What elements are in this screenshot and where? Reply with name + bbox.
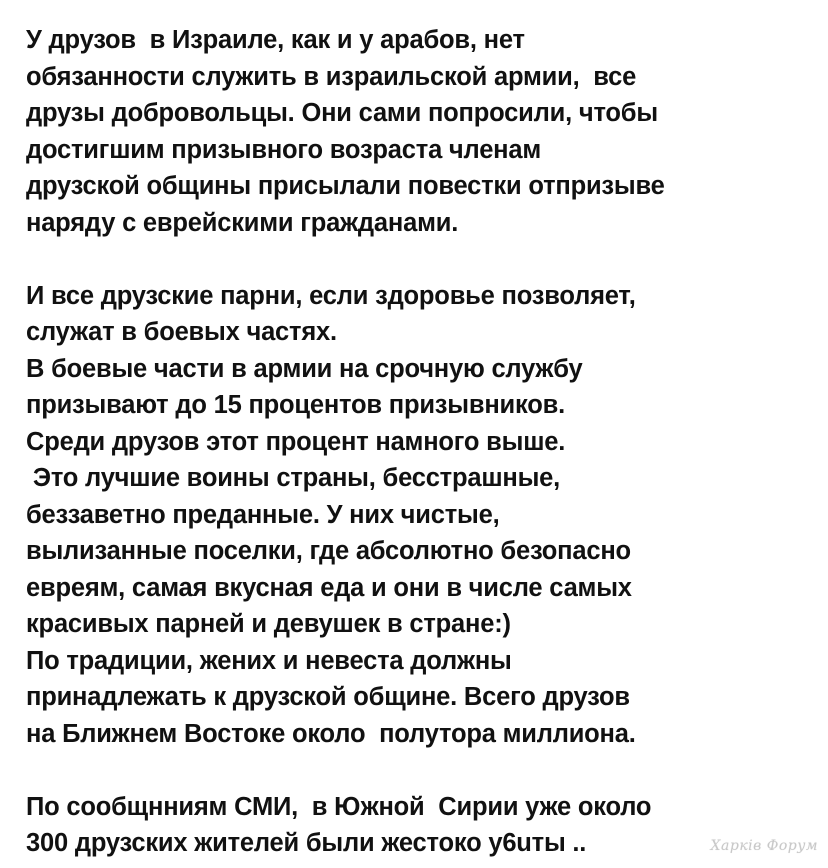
- text-line: достигшим призывного возраста членам: [26, 135, 542, 164]
- text-line: наряду с еврейскими гражданами.: [26, 208, 459, 237]
- text-line: Это лучшие воины страны, бесстрашные,: [26, 464, 561, 492]
- paragraph: [26, 789, 816, 862]
- text-line: призывают до 15 процентов призывников.: [26, 391, 565, 419]
- text-line: 300 друзских жителей были жестоко у6uты ..: [26, 829, 587, 857]
- post-text: [26, 22, 816, 862]
- text-line: друзской общины присылали повестки отпризыве: [26, 172, 665, 200]
- text-line: В боевые части в армии на срочную службу: [26, 354, 583, 383]
- text-line: красивых парней и девушек в стране:): [26, 610, 511, 638]
- text-line: беззаветно преданные. У них чистые,: [26, 500, 500, 529]
- text-line: Среди друзов этот процент намного выше.: [26, 427, 566, 456]
- paragraph: [26, 278, 816, 753]
- forum-watermark: Харків Форум: [710, 838, 818, 854]
- text-line: евреям, самая вкусная еда и они в числе самых: [26, 573, 632, 602]
- text-line: И все друзские парни, если здоровье позволяет,: [26, 281, 636, 310]
- paragraph-gap: [26, 241, 816, 278]
- text-line: принадлежать к друзской общине. Всего друзов: [26, 683, 630, 711]
- text-line: на Ближнем Востоке около полутора миллиона.: [26, 719, 636, 748]
- text-line: обязанности служить в израильской армии, все: [26, 62, 637, 91]
- text-line: вылизанные поселки, где абсолютно безопасно: [26, 537, 631, 565]
- text-line: По традиции, жених и невеста должны: [26, 646, 512, 675]
- paragraph: [26, 22, 816, 241]
- text-line: По сообщнниям СМИ, в Южной Сирии уже около: [26, 792, 652, 821]
- paragraph-gap: [26, 752, 816, 789]
- text-line: служат в боевых частях.: [26, 318, 337, 346]
- text-line: У друзов в Израиле, как и у арабов, нет: [26, 26, 525, 54]
- text-line: друзы добровольцы. Они сами попросили, чтобы: [26, 99, 658, 127]
